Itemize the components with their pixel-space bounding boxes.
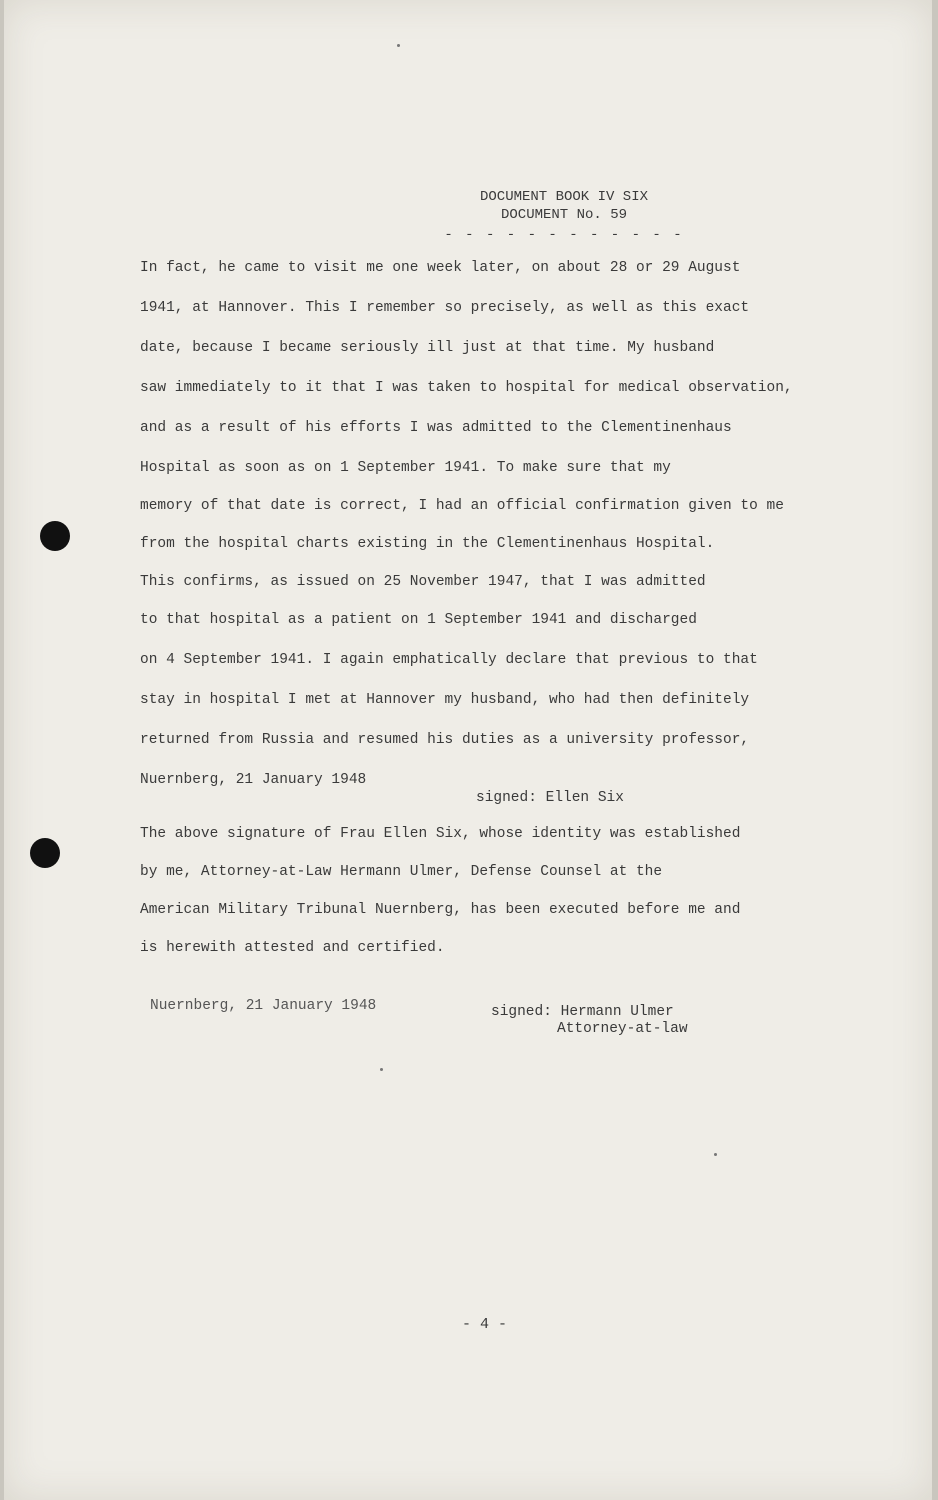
page-number: - 4 - <box>462 1316 508 1333</box>
document-page <box>4 0 932 1500</box>
paper-speck <box>380 1068 383 1071</box>
header-book-title: DOCUMENT BOOK IV SIX <box>479 189 649 205</box>
signature-ellen-six: signed: Ellen Six <box>476 790 624 806</box>
body-line: is herewith attested and certified. <box>140 940 445 956</box>
place-date: Nuernberg, 21 January 1948 <box>140 772 367 788</box>
body-line: The above signature of Frau Ellen Six, whose identity was established <box>140 826 741 842</box>
paper-speck <box>397 44 400 47</box>
body-line: stay in hospital I met at Hannover my husband, who had then definitely <box>140 692 750 708</box>
body-line: date, because I became seriously ill just at that time. My husband <box>140 340 715 356</box>
place-date-attestation: Nuernberg, 21 January 1948 <box>150 998 377 1014</box>
body-line: from the hospital charts existing in the Clementinenhaus Hospital. <box>140 536 715 552</box>
body-line: 1941, at Hannover. This I remember so precisely, as well as this exact <box>140 300 750 316</box>
body-line: on 4 September 1941. I again emphatically declare that previous to that <box>140 652 758 668</box>
body-line: This confirms, as issued on 25 November 1947, that I was admitted <box>140 574 706 590</box>
paper-speck <box>714 1153 717 1156</box>
body-line: American Military Tribunal Nuernberg, has been executed before me and <box>140 902 741 918</box>
body-line: to that hospital as a patient on 1 September 1941 and discharged <box>140 612 697 628</box>
body-line: In fact, he came to visit me one week later, on about 28 or 29 August <box>140 260 741 276</box>
body-line: memory of that date is correct, I had an official confirmation given to me <box>140 498 784 514</box>
body-line: saw immediately to it that I was taken to hospital for medical observation, <box>140 380 793 396</box>
header-document-number: DOCUMENT No. 59 <box>500 207 628 223</box>
document-header <box>444 188 684 244</box>
signature-hermann-ulmer: signed: Hermann Ulmer <box>491 1004 674 1020</box>
header-rule: - - - - - - - - - - - - <box>444 227 684 243</box>
body-line: Hospital as soon as on 1 September 1941. To make sure that my <box>140 460 671 476</box>
body-line: by me, Attorney-at-Law Hermann Ulmer, Defense Counsel at the <box>140 864 663 880</box>
signature-title: Attorney-at-law <box>557 1021 688 1037</box>
body-line: and as a result of his efforts I was admitted to the Clementinenhaus <box>140 420 732 436</box>
punch-hole <box>40 521 70 551</box>
body-line: returned from Russia and resumed his duties as a university professor, <box>140 732 750 748</box>
signature-block-ulmer <box>491 1004 688 1038</box>
punch-hole <box>30 838 60 868</box>
